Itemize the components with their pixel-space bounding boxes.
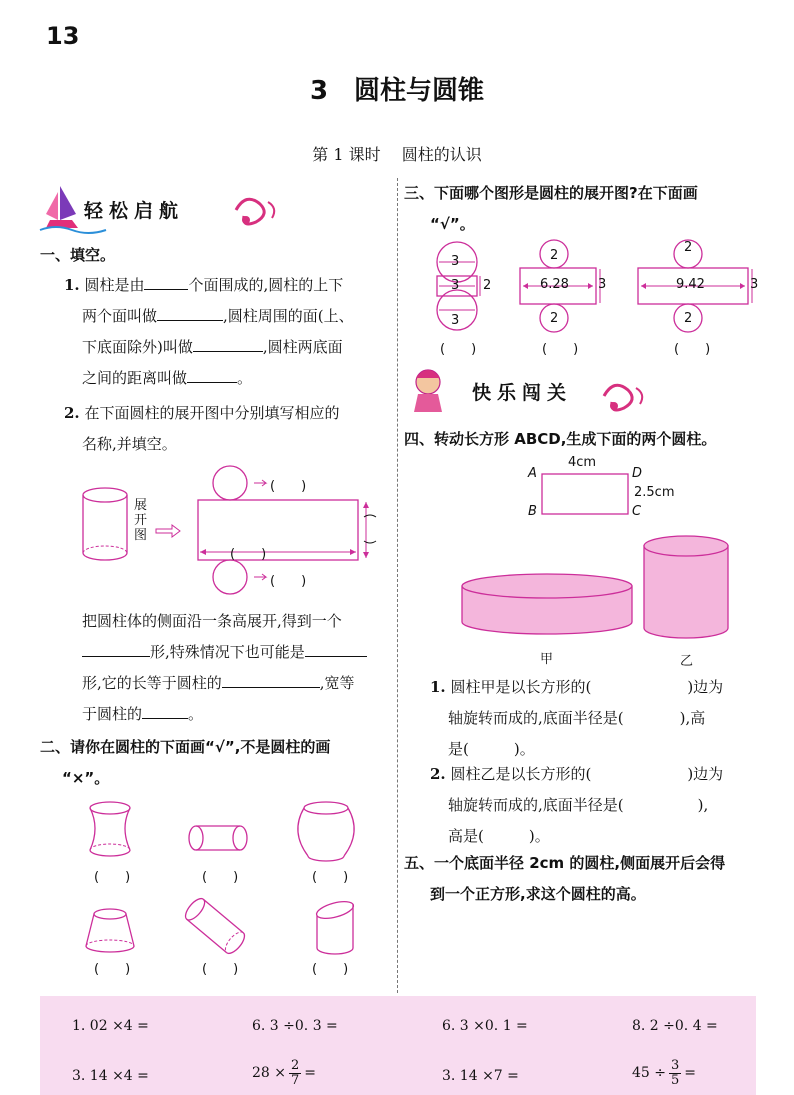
section-badge-left: 轻松启航: [84, 200, 185, 222]
q4-item1-l1a: 圆柱甲是以长方形的(: [450, 678, 592, 696]
blank-height-name[interactable]: [187, 366, 237, 383]
q1-item2-l2: 名称,并填空。: [82, 435, 177, 453]
q3-l1: 三、下面哪个图形是圆柱的展开图?在下面画: [404, 184, 698, 202]
q3-paren-3[interactable]: ( ): [674, 342, 711, 357]
q2-paren-6[interactable]: ( ): [312, 962, 349, 977]
calc-r2-c4-fraction: [669, 1059, 681, 1088]
calc-r2-c2-num: 2: [291, 1057, 300, 1073]
q1-item2-num: 2.: [64, 404, 80, 422]
calc-r2-c2-pre: 28 ×: [252, 1065, 286, 1081]
q3-prompt: [404, 178, 764, 240]
calc-r1-c4: 8. 2 ÷0. 4 =: [632, 1018, 718, 1034]
chapter-title: 3 圆柱与圆锥: [309, 76, 485, 106]
q4-cylinders: [460, 534, 760, 644]
rect-width-label: 4cm: [568, 455, 597, 470]
calc-r2-c4-num: 3: [671, 1057, 680, 1073]
q2-l2: “×”。: [62, 769, 110, 787]
fig1-bottom-label: 3: [451, 313, 460, 328]
q1-item2-p3b: ,宽等: [319, 674, 355, 692]
q1-item1-l3a: 下底面除外)叫做: [82, 338, 193, 356]
q4-item2-l3[interactable]: 高是( )。: [448, 827, 550, 845]
calc-r2-c2-den: 7: [291, 1072, 300, 1088]
q1-item1-l4a: 之间的距离叫做: [82, 369, 188, 387]
q4-item1-l1b: )边为: [687, 678, 724, 696]
q1-item2: [64, 398, 394, 460]
q3-paren-1[interactable]: ( ): [440, 342, 477, 357]
calc-r2-c2-fraction: [289, 1059, 301, 1088]
q2-paren-2[interactable]: ( ): [202, 870, 239, 885]
fig1-mid-label: 3: [451, 278, 460, 293]
q1-item2-p4a: 于圆柱的: [82, 705, 143, 723]
q1-item1-l2b: ,圆柱周围的面(上、: [223, 307, 354, 325]
page-number: 13: [46, 22, 80, 50]
blank-lateral-name[interactable]: [193, 335, 263, 352]
q1-item2-p1: 把圆柱体的侧面沿一条高展开,得到一个: [82, 612, 342, 630]
blank-shape-2[interactable]: [305, 640, 367, 657]
fig3-bottom-label: 2: [684, 311, 693, 326]
q1-item1-l1b: 个面围成的,圆柱的上下: [188, 276, 344, 294]
q4-item1-l2b: ),高: [679, 709, 706, 727]
q1-item2-paragraph: [82, 606, 394, 730]
blank-faces-count[interactable]: [144, 273, 188, 290]
blank-length-of[interactable]: [222, 671, 320, 688]
fig3-side-label: 3: [750, 277, 759, 292]
rect-height-label: 2.5cm: [634, 485, 675, 500]
q4-item1: [430, 672, 770, 765]
q4-item2: [430, 759, 770, 852]
fig1-top-label: 3: [451, 254, 460, 269]
q4-heading: 四、转动长方形 ABCD,生成下面的两个圆柱。: [404, 430, 717, 448]
blank-shape-1[interactable]: [82, 640, 150, 657]
q2-paren-3[interactable]: ( ): [312, 870, 349, 885]
q4-item2-l2b: ),: [697, 796, 709, 814]
lesson-title: 第 1 课时 圆柱的认识: [312, 145, 482, 164]
vertex-d: D: [632, 466, 643, 481]
q4-item2-num: 2.: [430, 765, 446, 783]
q1-heading: 一、填空。: [40, 246, 116, 264]
fig1-side-label: 2: [483, 278, 492, 293]
cylinder-jia-label: 甲: [540, 652, 554, 667]
q3-paren-2[interactable]: ( ): [542, 342, 579, 357]
q3-l2: “√”。: [430, 215, 475, 233]
calc-r2-c4-post: =: [684, 1065, 697, 1081]
q1-item2-p4b: 。: [188, 705, 204, 723]
vertex-c: C: [632, 504, 642, 519]
calc-r2-c1: 3. 14 ×4 =: [72, 1068, 149, 1084]
section-badge-right: 快乐闯关: [472, 382, 573, 404]
rectangle-abcd: [540, 472, 630, 516]
calc-r2-c2: [252, 1056, 316, 1090]
fig3-mid-label: 9.42: [676, 277, 705, 292]
q2-paren-1[interactable]: ( ): [94, 870, 131, 885]
q1-item1-l4b: 。: [237, 369, 253, 387]
blank-base-name[interactable]: [157, 304, 223, 321]
q5-prompt: [404, 848, 784, 910]
q5-l1: 五、一个底面半径 2cm 的圆柱,侧面展开后会得: [404, 854, 726, 872]
q2-prompt: [40, 732, 400, 794]
calc-r1-c2: 6. 3 ÷0. 3 =: [252, 1018, 338, 1034]
paren-bottom-circle[interactable]: ( ): [270, 574, 307, 589]
blank-width-of[interactable]: [142, 702, 188, 719]
fig3-top-label: 2: [684, 240, 693, 255]
unfold-label: 展开图: [134, 498, 148, 543]
calc-r2-c3: 3. 14 ×7 =: [442, 1068, 519, 1084]
q2-paren-5[interactable]: ( ): [202, 962, 239, 977]
q2-l1: 二、请你在圆柱的下面画“√”,不是圆柱的画: [40, 738, 331, 756]
q4-item2-l2a: 轴旋转而成的,底面半径是(: [448, 796, 624, 814]
calc-r1-c1: 1. 02 ×4 =: [72, 1018, 149, 1034]
q1-item1-l1a: 圆柱是由: [84, 276, 145, 294]
calc-r1-c3: 6. 3 ×0. 1 =: [442, 1018, 528, 1034]
q1-item1-l3b: ,圆柱两底面: [262, 338, 343, 356]
calc-r2-c4-pre: 45 ÷: [632, 1065, 666, 1081]
q1-item1-l2a: 两个面叫做: [82, 307, 158, 325]
calc-r2-c4-den: 5: [671, 1072, 680, 1088]
q1-item2-p2b: 形,特殊情况下也可能是: [150, 643, 305, 661]
fig2-mid-label: 6.28: [540, 277, 569, 292]
paren-top-circle[interactable]: ( ): [270, 479, 307, 494]
vertex-b: B: [528, 504, 537, 519]
q4-item1-l2a: 轴旋转而成的,底面半径是(: [448, 709, 624, 727]
column-divider: [397, 178, 398, 993]
q1-item2-p3a: 形,它的长等于圆柱的: [82, 674, 222, 692]
q1-item1: [64, 270, 394, 394]
q1-item2-l1: 在下面圆柱的展开图中分别填写相应的: [84, 404, 340, 422]
fig2-bottom-label: 2: [550, 311, 559, 326]
vertex-a: A: [528, 466, 537, 481]
q2-paren-4[interactable]: ( ): [94, 962, 131, 977]
q4-item2-l1b: )边为: [687, 765, 724, 783]
q4-item2-l1a: 圆柱乙是以长方形的(: [450, 765, 592, 783]
q4-item1-num: 1.: [430, 678, 446, 696]
q5-l2: 到一个正方形,求这个圆柱的高。: [430, 885, 646, 903]
q1-item1-num: 1.: [64, 276, 80, 294]
paren-rect-length[interactable]: ( ): [230, 547, 267, 562]
fig2-top-label: 2: [550, 248, 559, 263]
cylinder-unfold-diagram: [80, 465, 390, 600]
fig2-side-label: 3: [598, 277, 607, 292]
q4-item1-l3[interactable]: 是( )。: [448, 740, 535, 758]
calc-r2-c4: [632, 1056, 696, 1090]
cylinder-yi-label: 乙: [680, 654, 694, 669]
calc-r2-c2-post: =: [304, 1065, 317, 1081]
